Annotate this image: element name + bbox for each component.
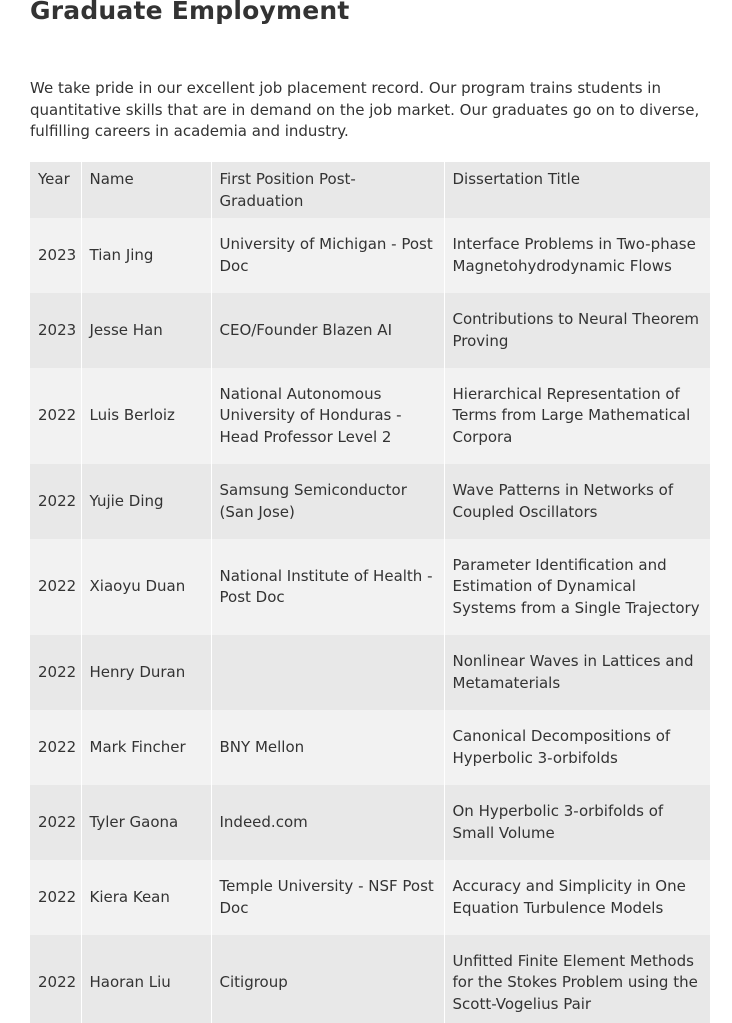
- table-row: [30, 635, 710, 710]
- cell-position: Samsung Semiconductor (San Jose): [211, 464, 444, 539]
- table-row: [30, 785, 710, 860]
- cell-dissertation: Nonlinear Waves in Lattices and Metamaterials: [444, 635, 710, 710]
- page-title: Graduate Employment: [30, 0, 350, 25]
- header-dissertation: Dissertation Title: [444, 162, 710, 218]
- cell-position: Indeed.com: [211, 785, 444, 860]
- cell-position: University of Michigan - Post Doc: [211, 218, 444, 293]
- graduate-employment-table: [30, 162, 710, 1023]
- header-name: Name: [81, 162, 211, 218]
- cell-position: National Institute of Health - Post Doc: [211, 539, 444, 635]
- table-row: [30, 710, 710, 785]
- cell-name: Jesse Han: [81, 293, 211, 368]
- cell-year: 2022: [38, 887, 77, 906]
- cell-position: [211, 635, 444, 710]
- table-header-row: [30, 162, 710, 218]
- cell-year: 2022: [38, 737, 77, 756]
- table-row: [30, 860, 710, 935]
- cell-name: Yujie Ding: [81, 464, 211, 539]
- cell-name: Mark Fincher: [81, 710, 211, 785]
- cell-name: Henry Duran: [81, 635, 211, 710]
- cell-year: 2022: [38, 662, 77, 681]
- cell-dissertation: Contributions to Neural Theorem Proving: [444, 293, 710, 368]
- header-position: First Position Post-Graduation: [211, 162, 444, 218]
- cell-year: 2022: [38, 491, 77, 510]
- cell-position: BNY Mellon: [211, 710, 444, 785]
- cell-year: 2022: [38, 577, 77, 596]
- cell-name: Tyler Gaona: [81, 785, 211, 860]
- cell-dissertation: Parameter Identification and Estimation of Dynamical Systems from a Single Trajectory: [444, 539, 710, 635]
- header-year: Year: [38, 170, 70, 188]
- cell-dissertation: Accuracy and Simplicity in One Equation Turbulence Models: [444, 860, 710, 935]
- cell-year: 2023: [38, 320, 77, 339]
- cell-dissertation: Wave Patterns in Networks of Coupled Oscillators: [444, 464, 710, 539]
- intro-paragraph: We take pride in our excellent job placement record. Our program trains students in quantitative skills that are in demand on the job market. Our graduates go on to diverse, fulfilling careers in academia and industry.: [30, 79, 700, 140]
- table-row: [30, 218, 710, 293]
- cell-year: 2023: [38, 245, 77, 264]
- table-row: [30, 464, 710, 539]
- cell-year: 2022: [38, 812, 77, 831]
- cell-name: Kiera Kean: [81, 860, 211, 935]
- cell-year: 2022: [38, 973, 77, 992]
- cell-name: Xiaoyu Duan: [81, 539, 211, 635]
- cell-name: Tian Jing: [81, 218, 211, 293]
- cell-name: Haoran Liu: [81, 935, 211, 1023]
- cell-position: CEO/Founder Blazen AI: [211, 293, 444, 368]
- cell-name: Luis Berloiz: [81, 368, 211, 464]
- cell-position: Citigroup: [211, 935, 444, 1023]
- cell-dissertation: Unfitted Finite Element Methods for the Stokes Problem using the Scott-Vogelius Pair: [444, 935, 710, 1023]
- table-row: [30, 539, 710, 635]
- cell-year: 2022: [38, 406, 77, 425]
- table-row: [30, 368, 710, 464]
- cell-dissertation: Hierarchical Representation of Terms from Large Mathematical Corpora: [444, 368, 710, 464]
- cell-position: Temple University - NSF Post Doc: [211, 860, 444, 935]
- table-row: [30, 935, 710, 1023]
- cell-dissertation: Canonical Decompositions of Hyperbolic 3-orbifolds: [444, 710, 710, 785]
- cell-dissertation: Interface Problems in Two-phase Magnetohydrodynamic Flows: [444, 218, 710, 293]
- cell-position: National Autonomous University of Honduras - Head Professor Level 2: [211, 368, 444, 464]
- table-row: [30, 293, 710, 368]
- cell-dissertation: On Hyperbolic 3-orbifolds of Small Volume: [444, 785, 710, 860]
